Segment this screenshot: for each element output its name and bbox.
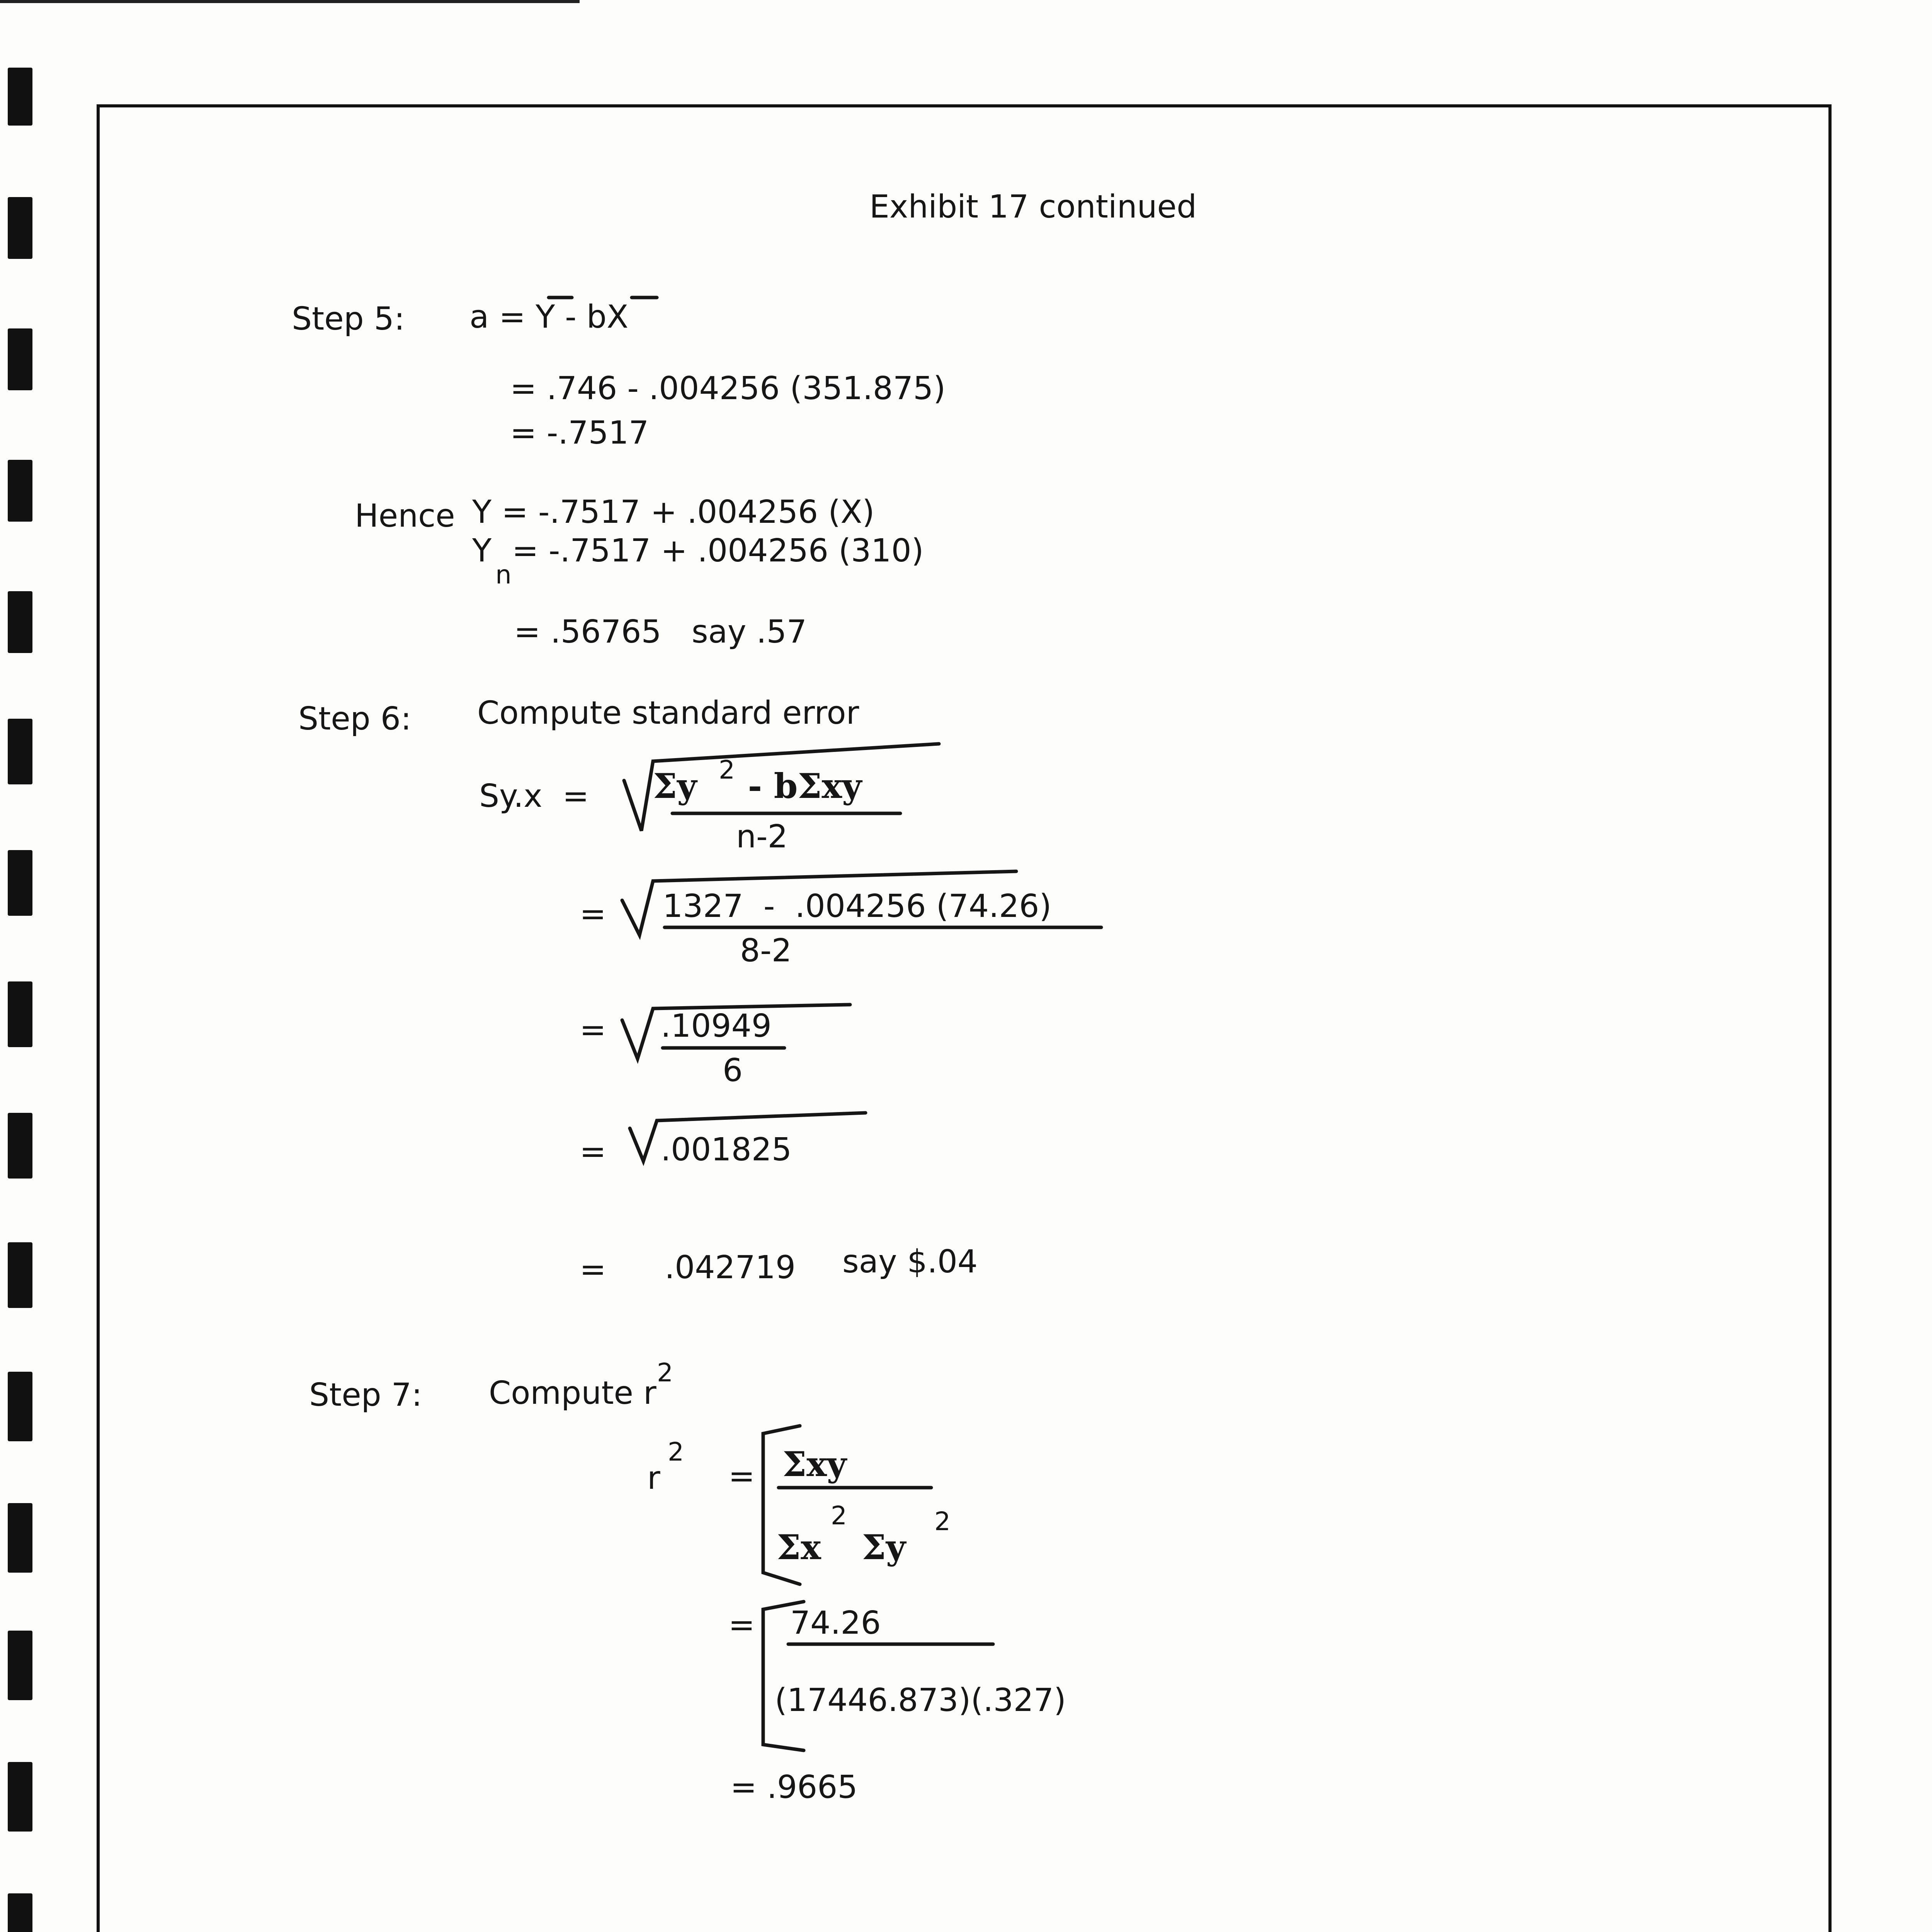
x-superscript: 2 (831, 1501, 847, 1531)
standard-error-rounded: say $.04 (842, 1243, 978, 1280)
step5-line1: = .746 - .004256 (351.875) (510, 370, 946, 407)
step7-desc-superscript: 2 (657, 1358, 673, 1388)
hence-label: Hence (355, 498, 455, 534)
bracket (763, 1602, 804, 1750)
step5-result: = .56765 say .57 (514, 614, 807, 650)
bracket (763, 1426, 800, 1584)
step5-formula: a = Y - bX (469, 299, 629, 335)
sigma-y-squared-denominator: Σy (850, 1527, 906, 1567)
step7-description: Compute r (489, 1375, 656, 1412)
radical-sign (622, 871, 1016, 935)
radical-sign (630, 1113, 866, 1161)
hence-equation-1: Y = -.7517 + .004256 (X) (472, 494, 875, 531)
yn-subscript: n (495, 560, 512, 590)
equals-sign: = (728, 1458, 755, 1495)
r-squared-superscript: 2 (668, 1437, 684, 1467)
r-squared-lhs: r (647, 1460, 660, 1497)
sy-x-lhs: Sy.x = (479, 778, 589, 815)
sigma-y-squared: Σy (653, 766, 697, 806)
step7-label: Step 7: (309, 1377, 422, 1413)
sigma-x-squared: Σx (777, 1527, 821, 1567)
equals-sign: = (580, 896, 606, 932)
step6-label: Step 6: (298, 701, 412, 737)
final-equals-sign: = (580, 1251, 606, 1288)
num1-superscript: 2 (719, 755, 735, 785)
sigma-xy-numerator: Σxy (782, 1444, 847, 1484)
yn-base: Y (472, 532, 492, 569)
r-squared-result: = .9665 (730, 1769, 858, 1806)
denominator-8-2: 8-2 (740, 932, 792, 969)
numerator-3: .10949 (661, 1008, 772, 1044)
denominator-6: 6 (723, 1052, 743, 1089)
standard-error-value: .042719 (665, 1249, 796, 1286)
equals-sign: = (580, 1012, 606, 1048)
denominator-product: (17446.873)(.327) (775, 1682, 1066, 1719)
step5-line2: = -.7517 (510, 415, 649, 451)
hence-equation-2: = -.7517 + .004256 (310) (512, 532, 924, 569)
denominator-n-2: n-2 (736, 818, 788, 855)
step5-label: Step 5: (292, 301, 405, 337)
step6-description: Compute standard error (477, 695, 859, 731)
radical-sign (622, 1005, 850, 1059)
value-001825: .001825 (661, 1131, 792, 1168)
equals-sign: = (728, 1607, 755, 1643)
equals-sign: = (580, 1133, 606, 1170)
radical-sign (624, 744, 939, 831)
numerator-2: 1327 - .004256 (74.26) (663, 888, 1052, 925)
y-superscript: 2 (934, 1507, 951, 1536)
page-title: Exhibit 17 continued (869, 189, 1197, 225)
minus-b-sigma-xy: - bΣxy (736, 766, 862, 806)
numerator-74-26: 74.26 (790, 1605, 881, 1641)
